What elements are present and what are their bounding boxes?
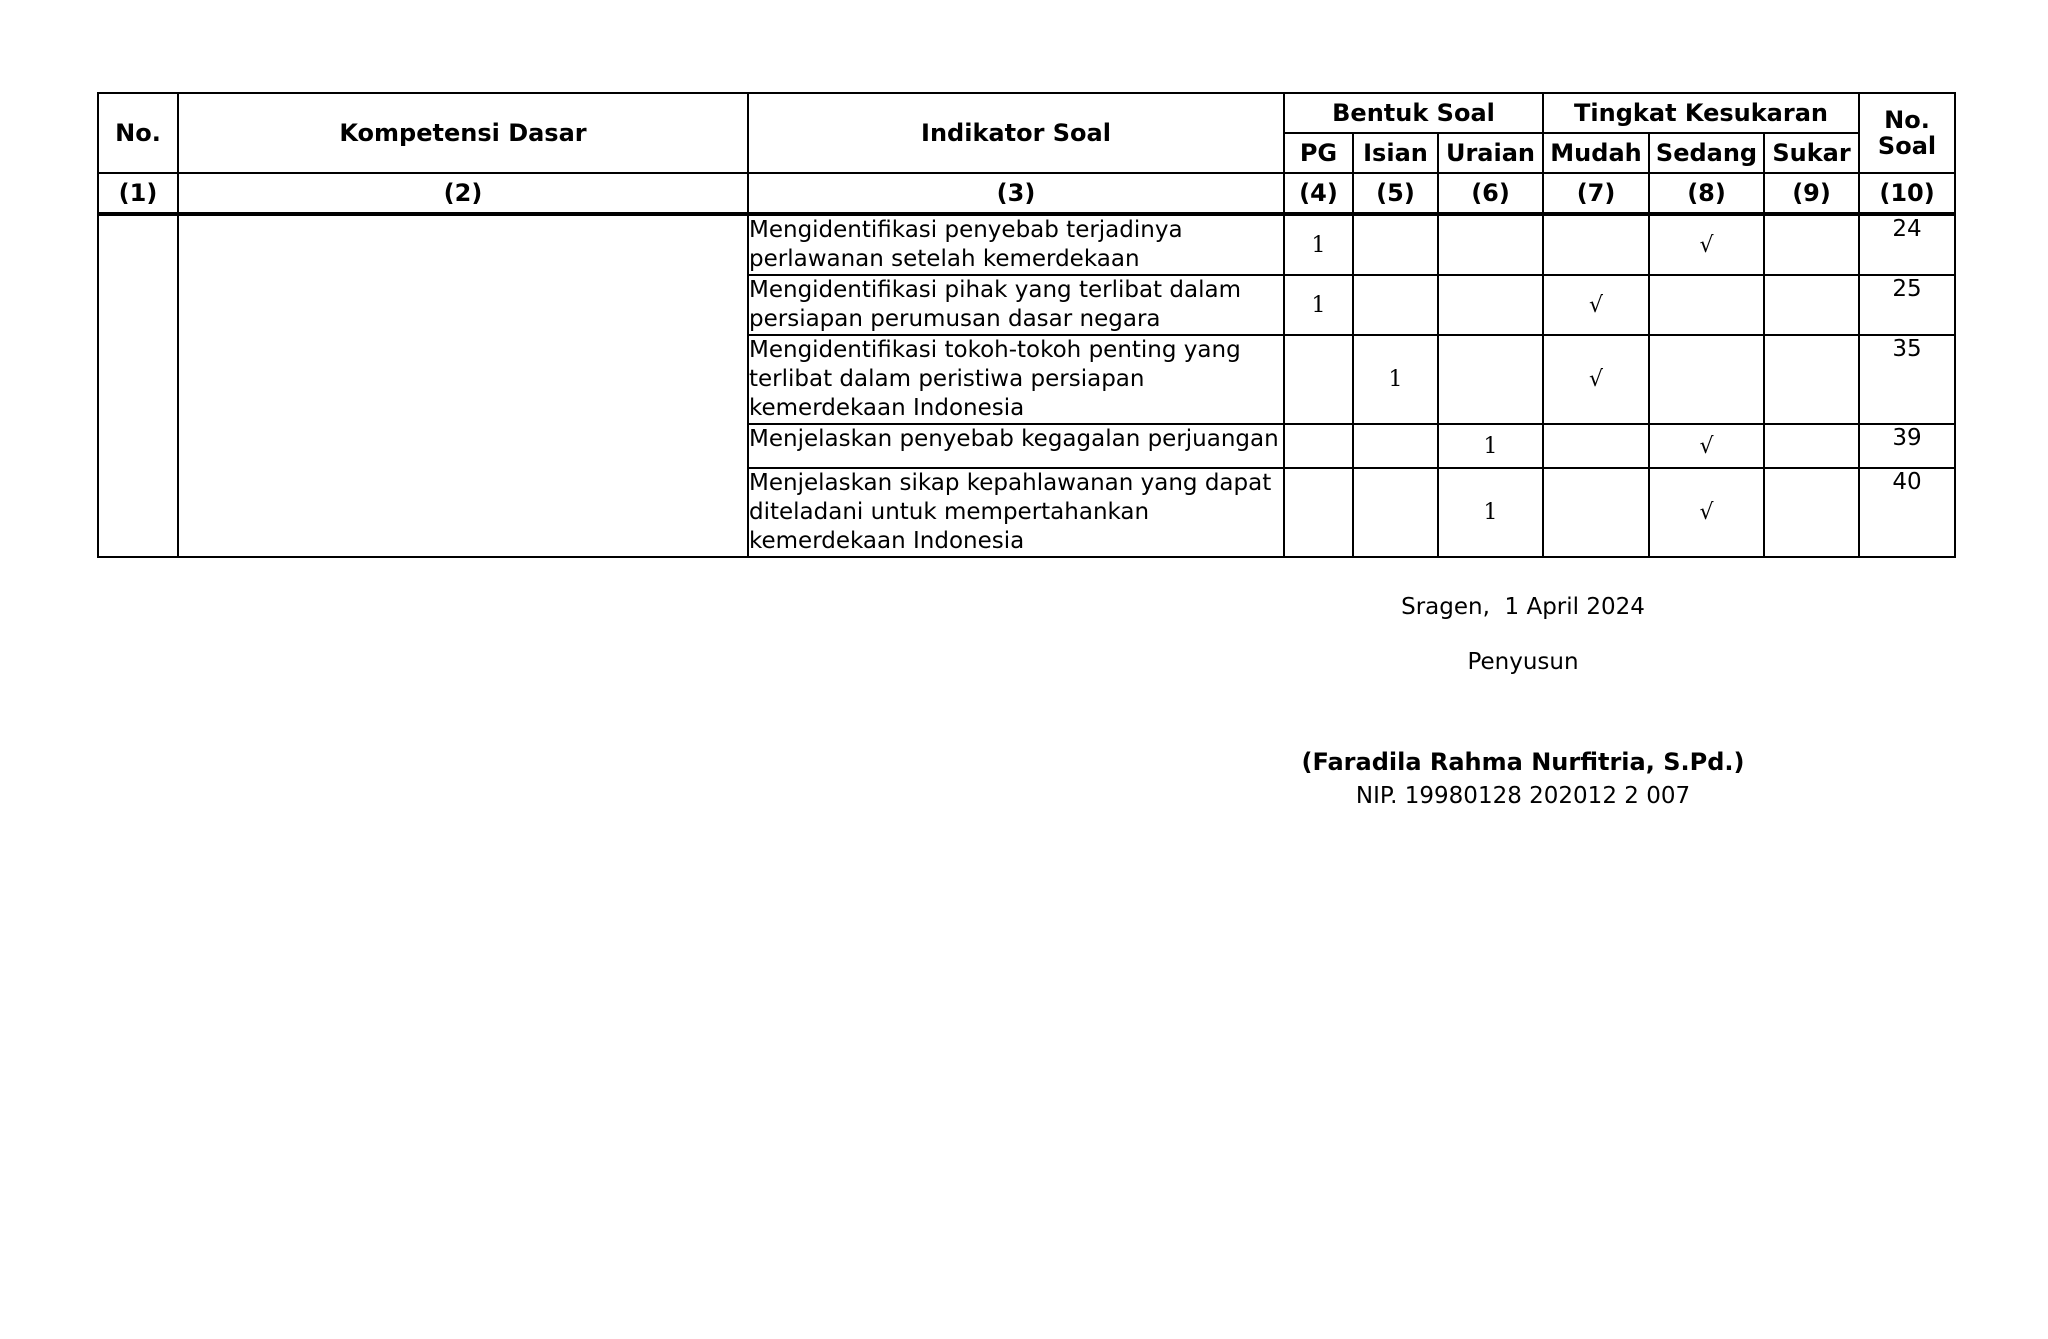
isian-cell — [1353, 468, 1438, 557]
pg-cell — [1284, 335, 1353, 424]
pg-cell: 1 — [1284, 214, 1353, 275]
no-soal-cell: 25 — [1859, 275, 1955, 335]
isian-cell — [1353, 214, 1438, 275]
header-kompetensi-dasar: Kompetensi Dasar — [178, 93, 748, 173]
sedang-cell — [1649, 335, 1764, 424]
signature-name: (Faradila Rahma Nurfitria, S.Pd.) — [1301, 748, 1745, 776]
pg-cell — [1284, 424, 1353, 468]
indikator-cell: Menjelaskan penyebab kegagalan perjuangan — [748, 424, 1284, 468]
sedang-cell — [1649, 275, 1764, 335]
sukar-cell — [1764, 214, 1859, 275]
header-row-1 — [98, 93, 1955, 133]
isian-cell — [1353, 275, 1438, 335]
indikator-cell: Mengidentifikasi tokoh-tokoh penting yang terlibat dalam peristiwa persiapan kemerdekaan Indonesia — [748, 335, 1284, 424]
column-number: (5) — [1353, 173, 1438, 214]
indikator-cell: Mengidentifikasi penyebab terjadinya perlawanan setelah kemerdekaan — [748, 214, 1284, 275]
column-number: (4) — [1284, 173, 1353, 214]
header-indikator-soal: Indikator Soal — [748, 93, 1284, 173]
column-number: (2) — [178, 173, 748, 214]
column-number: (7) — [1543, 173, 1649, 214]
header-bentuk-soal: Bentuk Soal — [1284, 93, 1543, 133]
kompetensi-dasar-cell — [178, 214, 748, 557]
kisi-kisi-table — [97, 92, 1956, 558]
pg-cell — [1284, 468, 1353, 557]
sukar-cell — [1764, 468, 1859, 557]
column-number: (3) — [748, 173, 1284, 214]
sukar-cell — [1764, 275, 1859, 335]
mudah-cell — [1543, 424, 1649, 468]
mudah-cell: √ — [1543, 335, 1649, 424]
column-number: (6) — [1438, 173, 1543, 214]
sukar-cell — [1764, 424, 1859, 468]
uraian-cell — [1438, 275, 1543, 335]
column-number: (1) — [98, 173, 178, 214]
column-number: (8) — [1649, 173, 1764, 214]
no-soal-cell: 40 — [1859, 468, 1955, 557]
mudah-cell: √ — [1543, 275, 1649, 335]
indikator-cell: Mengidentifikasi pihak yang terlibat dalam persiapan perumusan dasar negara — [748, 275, 1284, 335]
mudah-cell — [1543, 468, 1649, 557]
header-no-soal-line2: Soal — [1877, 132, 1937, 160]
signature-role: Penyusun — [1467, 649, 1579, 675]
indikator-cell: Menjelaskan sikap kepahlawanan yang dapat diteladani untuk mempertahankan kemerdekaan Indonesia — [748, 468, 1284, 557]
signature-nip: NIP. 19980128 202012 2 007 — [1355, 783, 1691, 809]
sedang-cell: √ — [1649, 468, 1764, 557]
no-cell — [98, 214, 178, 557]
no-soal-cell: 24 — [1859, 214, 1955, 275]
header-isian: Isian — [1353, 133, 1438, 173]
uraian-cell: 1 — [1438, 468, 1543, 557]
no-soal-cell: 39 — [1859, 424, 1955, 468]
column-number: (9) — [1764, 173, 1859, 214]
table-row — [98, 214, 1955, 275]
uraian-cell — [1438, 214, 1543, 275]
sedang-cell: √ — [1649, 424, 1764, 468]
document-page — [97, 92, 1956, 558]
column-number: (10) — [1859, 173, 1955, 214]
header-no: No. — [98, 93, 178, 173]
header-uraian: Uraian — [1438, 133, 1543, 173]
mudah-cell — [1543, 214, 1649, 275]
header-pg: PG — [1284, 133, 1353, 173]
header-no-soal — [1859, 93, 1955, 173]
uraian-cell — [1438, 335, 1543, 424]
header-sedang: Sedang — [1649, 133, 1764, 173]
no-soal-cell: 35 — [1859, 335, 1955, 424]
signature-place-date: Sragen, 1 April 2024 — [1401, 594, 1645, 620]
sukar-cell — [1764, 335, 1859, 424]
isian-cell — [1353, 424, 1438, 468]
column-number-row — [98, 173, 1955, 214]
header-mudah: Mudah — [1543, 133, 1649, 173]
uraian-cell: 1 — [1438, 424, 1543, 468]
sedang-cell: √ — [1649, 214, 1764, 275]
header-tingkat-kesukaran: Tingkat Kesukaran — [1543, 93, 1859, 133]
pg-cell: 1 — [1284, 275, 1353, 335]
header-sukar: Sukar — [1764, 133, 1859, 173]
header-no-soal-line1: No. — [1884, 105, 1930, 134]
isian-cell: 1 — [1353, 335, 1438, 424]
